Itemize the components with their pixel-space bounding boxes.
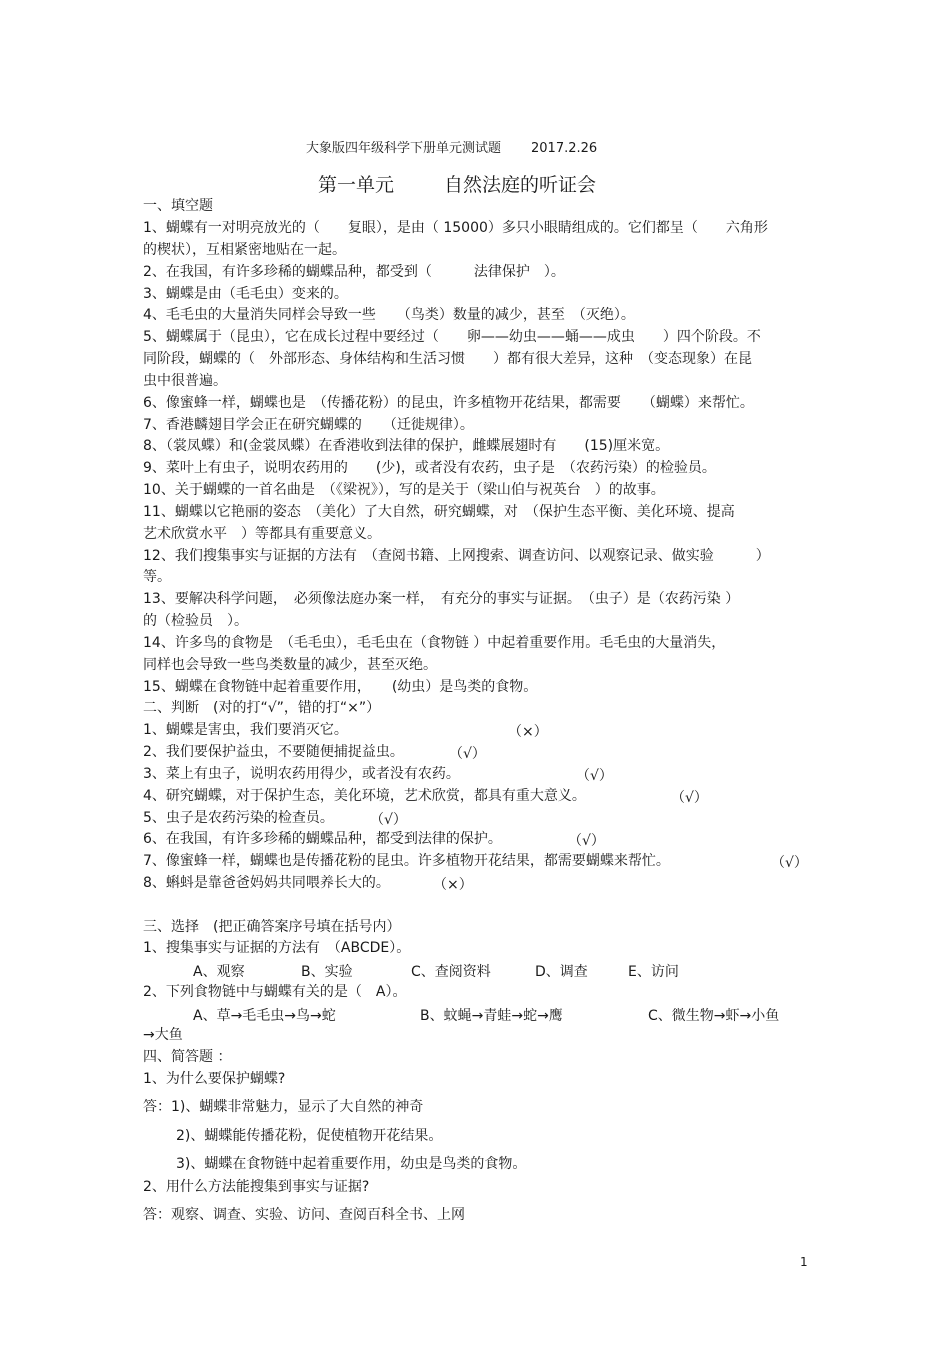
- choice-option: A、观察: [193, 964, 245, 980]
- header-title: 大象版四年级科学下册单元测试题: [306, 141, 502, 156]
- page-number: 1: [800, 1255, 808, 1269]
- short-question: 1、为什么要保护蝴蝶?: [143, 1071, 286, 1087]
- short-answer-line: 2)、蝴蝶能传播花粉，促使植物开花结果。: [176, 1128, 443, 1144]
- fill-line: 虫中很普遍。: [143, 373, 227, 389]
- fill-line: 14、许多鸟的食物是 （毛毛虫），毛毛虫在（食物链 ）中起着重要作用。毛毛虫的大量消失，: [143, 635, 726, 651]
- short-answer-line: 3)、蝴蝶在食物链中起着重要作用，幼虫是鸟类的食物。: [176, 1156, 527, 1172]
- choice-option: B、实验: [301, 964, 353, 980]
- judge-item: 2、我们要保护益虫，不要随便捕捉益虫。: [143, 744, 404, 760]
- document-header: [306, 137, 597, 156]
- judge-answer: （√）: [576, 768, 613, 784]
- choice-option: D、调查: [535, 964, 588, 980]
- judge-item: 8、蝌蚪是靠爸爸妈妈共同喂养长大的。: [143, 875, 390, 891]
- judge-item: 5、虫子是农药污染的检查员。: [143, 810, 334, 826]
- fill-line: 7、香港麟翅目学会正在研究蝴蝶的 （迁徙规律）。: [143, 417, 474, 433]
- choice-question: 2、下列食物链中与蝴蝶有关的是（ A）。: [143, 984, 407, 1000]
- fill-line: 艺术欣赏水平 ）等都具有重要意义。: [143, 526, 381, 542]
- short-answer-line: 答：观察、调查、实验、访问、查阅百科全书、上网: [143, 1207, 465, 1223]
- fill-line: 的（检验员 ）。: [143, 613, 248, 629]
- unit-title: [318, 170, 596, 197]
- header-date: 2017.2.26: [531, 141, 598, 156]
- judge-answer: （√）: [370, 812, 407, 828]
- choice-option: C、查阅资料: [411, 964, 491, 980]
- judge-item: 4、研究蝴蝶，对于保护生态，美化环境，艺术欣赏，都具有重大意义。: [143, 788, 586, 804]
- unit-name: 自然法庭的听证会: [444, 174, 597, 196]
- section-judge-heading: 二、判断 (对的打“√”，错的打“×”）: [143, 700, 381, 716]
- fill-line: 8、（裳凤蝶）和(金裳凤蝶）在香港收到法律的保护，雌蝶展翅时有 (15)厘米宽。: [143, 438, 670, 454]
- judge-item: 1、蝴蝶是害虫，我们要消灭它。: [143, 722, 348, 738]
- fill-line: 同样也会导致一些鸟类数量的减少，甚至灭绝。: [143, 657, 437, 673]
- judge-answer: （√）: [449, 746, 486, 762]
- unit-label: 第一单元: [318, 174, 395, 196]
- judge-item: 3、菜上有虫子，说明农药用得少，或者没有农药。: [143, 766, 460, 782]
- section-short-heading: 四、简答题 ：: [143, 1049, 232, 1065]
- fill-line: 13、要解决科学问题， 必须像法庭办案一样， 有充分的事实与证据。 （虫子）是（农药污染 ）: [143, 591, 740, 607]
- short-question: 2、用什么方法能搜集到事实与证据?: [143, 1179, 370, 1195]
- fill-line: 12、我们搜集事实与证据的方法有 （查阅书籍、上网搜索、调查访问、以观察记录、做实验 ）: [143, 548, 770, 564]
- choice-question: 1、搜集事实与证据的方法有 （ABCDE）。: [143, 940, 411, 956]
- section-choice-heading: 三、选择 (把正确答案序号填在括号内）: [143, 919, 401, 935]
- judge-answer: （×）: [508, 724, 548, 740]
- fill-line: 1、蝴蝶有一对明亮放光的（ 复眼），是由（ 15000）多只小眼睛组成的。它们都呈（ 六角形: [143, 220, 768, 236]
- fill-line: 等。: [143, 569, 171, 585]
- judge-answer: （√）: [771, 855, 808, 871]
- fill-line: 15、蝴蝶在食物链中起着重要作用， (幼虫）是鸟类的食物。: [143, 679, 538, 695]
- choice-option: B、蚊蝇→青蛙→蛇→鹰: [420, 1008, 563, 1024]
- judge-answer: （×）: [433, 877, 473, 893]
- judge-answer: （√）: [671, 790, 708, 806]
- fill-line: 10、关于蝴蝶的一首名曲是 （《梁祝》），写的是关于（梁山伯与祝英台 ）的故事。: [143, 482, 665, 498]
- judge-item: 7、像蜜蜂一样，蝴蝶也是传播花粉的昆虫。许多植物开花结果，都需要蝴蝶来帮忙。: [143, 853, 670, 869]
- fill-line: 同阶段，蝴蝶的（ 外部形态、身体结构和生活习惯 ）都有很大差异，这种 （变态现象）在昆: [143, 351, 752, 367]
- fill-line: 6、像蜜蜂一样，蝴蝶也是 （传播花粉）的昆虫，许多植物开花结果，都需要 （蝴蝶）来帮忙。: [143, 395, 754, 411]
- fill-line: 9、菜叶上有虫子，说明农药用的 (少)，或者没有农药，虫子是 （农药污染）的检验员。: [143, 460, 716, 476]
- judge-answer: （√）: [568, 833, 605, 849]
- choice-option-continuation: →大鱼: [143, 1027, 183, 1043]
- fill-line: 3、蝴蝶是由（毛毛虫）变来的。: [143, 286, 348, 302]
- section-fill-heading: 一、填空题: [143, 198, 213, 214]
- fill-line: 2、在我国，有许多珍稀的蝴蝶品种，都受到（ 法律保护 ）。: [143, 264, 565, 280]
- choice-option: A、草→毛毛虫→鸟→蛇: [193, 1008, 336, 1024]
- judge-item: 6、在我国，有许多珍稀的蝴蝶品种，都受到法律的保护。: [143, 831, 502, 847]
- fill-line: 11、蝴蝶以它艳丽的姿态 （美化）了大自然，研究蝴蝶，对 （保护生态平衡、美化环境、提高: [143, 504, 735, 520]
- fill-line: 5、蝴蝶属于（昆虫），它在成长过程中要经过（ 卵——幼虫——蛹——成虫 ）四个阶段。不: [143, 329, 761, 345]
- choice-option: E、访问: [628, 964, 679, 980]
- fill-line: 4、毛毛虫的大量消失同样会导致一些 （鸟类）数量的减少，甚至 （灭绝）。: [143, 307, 635, 323]
- short-answer-line: 答：1)、蝴蝶非常魅力，显示了大自然的神奇: [143, 1099, 424, 1115]
- fill-line: 的楔状），互相紧密地贴在一起。: [143, 242, 346, 258]
- choice-option: C、微生物→虾→小鱼: [648, 1008, 780, 1024]
